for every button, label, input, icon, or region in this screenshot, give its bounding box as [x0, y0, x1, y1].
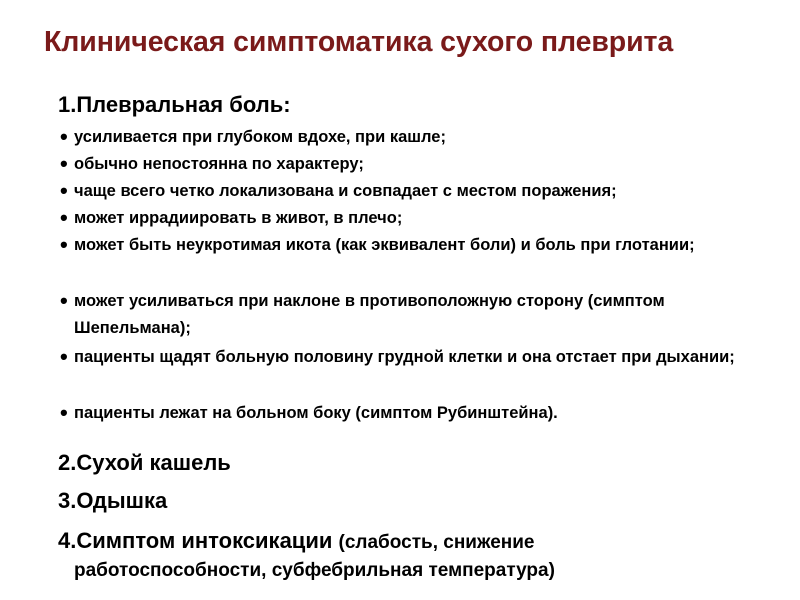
bullet-text: усиливается при глубоком вдохе, при кашле;	[74, 128, 446, 146]
bullet-text: может быть неукротимая икота (как эквивалент боли) и боль при глотании;	[74, 236, 695, 254]
bullet-text: пациенты лежат на больном боку (симптом Рубинштейна).	[74, 404, 558, 422]
bullet-item	[58, 151, 778, 178]
bullet-text: может усиливаться при наклоне в противоположную сторону (симптом Шепельмана);	[74, 292, 665, 337]
bullet-dot-icon: •	[60, 124, 68, 149]
bullet-text: может иррадиировать в живот, в плечо;	[74, 209, 403, 227]
intoxication-note-continued: работоспособности, субфебрильная температура)	[74, 560, 555, 581]
section-heading-intoxication	[58, 528, 534, 554]
bullet-dot-icon: •	[60, 178, 68, 203]
bullet-item	[58, 178, 778, 205]
section-heading-dyspnea: 3.Одышка	[58, 488, 168, 513]
bullet-dot-icon: •	[60, 151, 68, 176]
bullet-dot-icon: •	[60, 400, 68, 425]
section-heading-dry-cough: 2.Сухой кашель	[58, 450, 231, 475]
bullet-text: чаще всего четко локализована и совпадает с местом поражения;	[74, 182, 617, 200]
slide-title: Клиническая симптоматика сухого плеврита	[44, 26, 674, 58]
bullet-dot-icon: •	[60, 344, 68, 369]
intoxication-heading-text: 4.Симптом интоксикации	[58, 528, 333, 553]
bullet-item	[58, 124, 778, 151]
bullet-item	[58, 232, 778, 288]
bullet-item	[58, 288, 778, 344]
bullet-dot-icon: •	[60, 205, 68, 230]
bullet-item	[58, 344, 778, 400]
bullet-dot-icon: •	[60, 288, 68, 313]
section-heading-pleural-pain: 1.Плевральная боль:	[58, 92, 291, 117]
bullet-item	[58, 205, 778, 232]
bullet-text: обычно непостоянна по характеру;	[74, 155, 364, 173]
bullet-text: пациенты щадят больную половину грудной клетки и она отстает при дыхании;	[74, 348, 735, 366]
intoxication-note: (слабость, снижение	[338, 532, 535, 553]
bullet-dot-icon: •	[60, 232, 68, 257]
bullet-item	[58, 400, 778, 427]
pleural-pain-bullet-list	[58, 124, 778, 427]
